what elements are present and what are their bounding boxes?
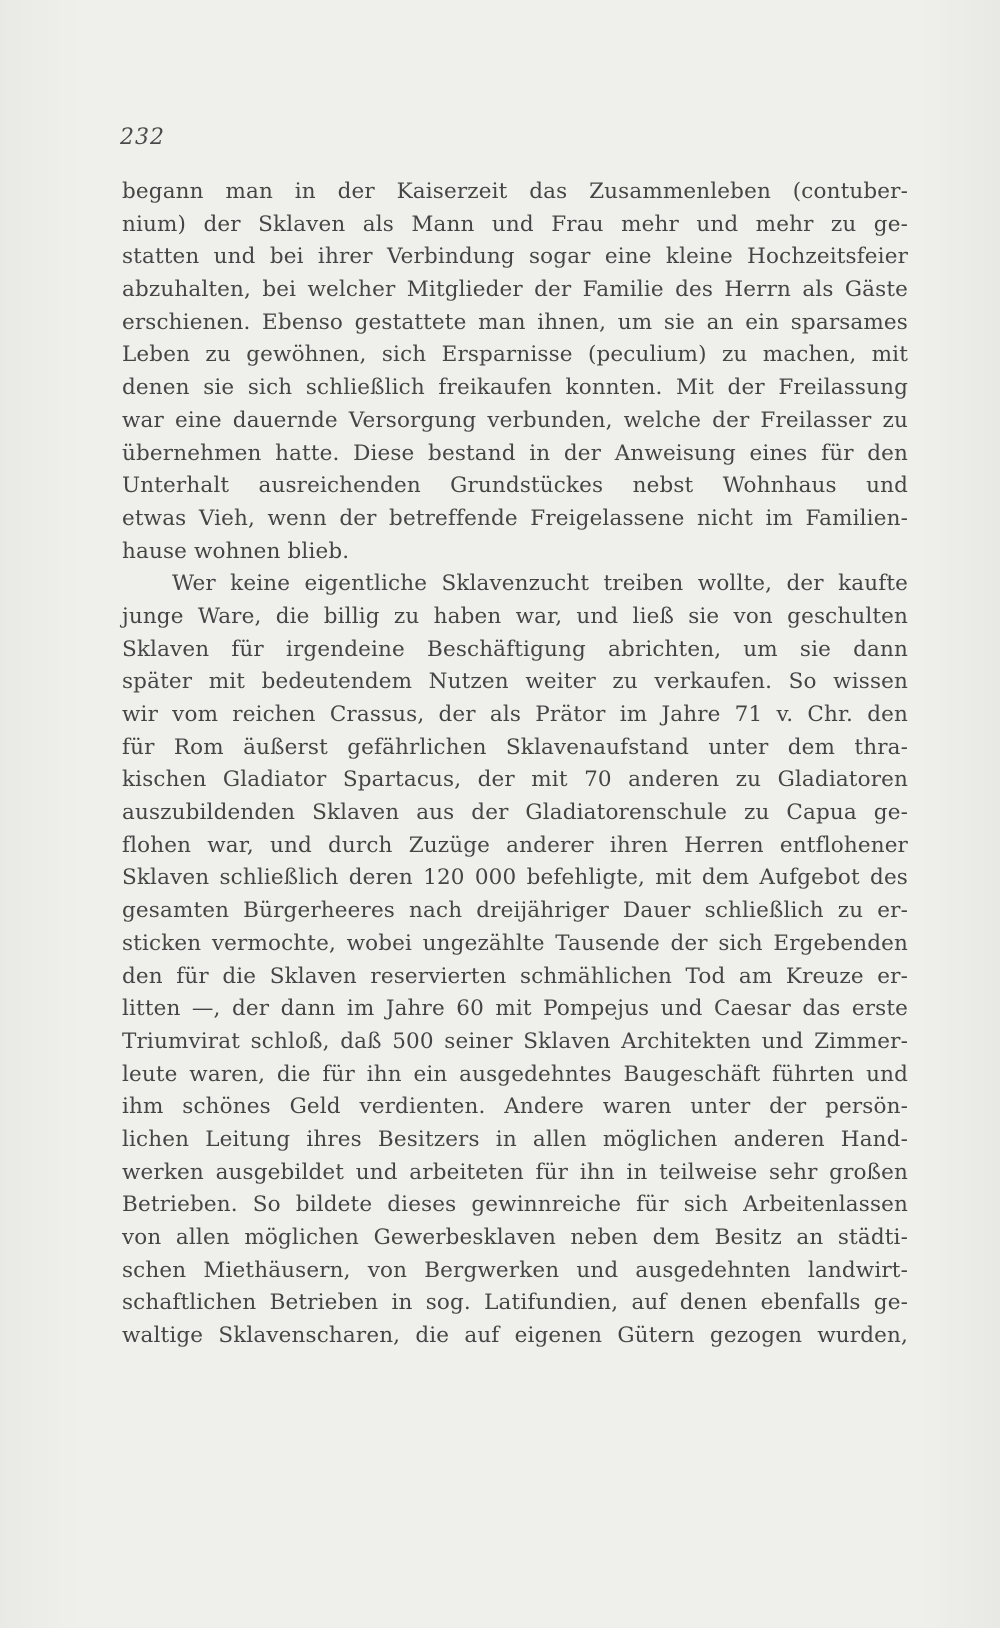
text-line: waltige Sklavenscharen, die auf eigenen Gütern gezogen wurden, [122, 1323, 908, 1349]
text-line: übernehmen hatte. Diese bestand in der Anweisung eines für den [122, 440, 908, 466]
text-line: ihm schönes Geld verdienten. Andere waren unter der persön- [122, 1094, 908, 1120]
text-line: litten —, der dann im Jahre 60 mit Pompejus und Caesar das erste [122, 996, 908, 1022]
text-line: abzuhalten, bei welcher Mitglieder der Familie des Herrn als Gäste [122, 277, 908, 303]
text-line: Wer keine eigentliche Sklavenzucht treiben wollte, der kaufte [172, 571, 908, 597]
text-line: für Rom äußerst gefährlichen Sklavenaufstand unter dem thra- [122, 734, 908, 760]
text-line: war eine dauernde Versorgung verbunden, welche der Freilasser zu [122, 407, 908, 433]
text-line: auszubildenden Sklaven aus der Gladiatorenschule zu Capua ge- [122, 800, 908, 826]
text-line: Betrieben. So bildete dieses gewinnreiche für sich Arbeitenlassen [122, 1192, 908, 1218]
text-line: kischen Gladiator Spartacus, der mit 70 anderen zu Gladiatoren [122, 767, 908, 793]
text-line: denen sie sich schließlich freikaufen konnten. Mit der Freilassung [122, 375, 908, 401]
text-line: begann man in der Kaiserzeit das Zusammenleben (contuber- [122, 179, 908, 204]
text-line: später mit bedeutendem Nutzen weiter zu verkaufen. So wissen [122, 669, 908, 695]
paragraph-1 [122, 176, 908, 568]
text-line: statten und bei ihrer Verbindung sogar eine kleine Hochzeitsfeier [122, 244, 908, 270]
page-number: 232 [120, 125, 165, 150]
text-line: flohen war, und durch Zuzüge anderer ihren Herren entflohener [122, 832, 908, 858]
paragraph-2 [122, 568, 908, 1353]
text-line: Sklaven schließlich deren 120 000 befehligte, mit dem Aufgebot des [122, 865, 908, 891]
text-line: etwas Vieh, wenn der betreffende Freigelassene nicht im Familien- [122, 505, 908, 531]
text-line: Triumvirat schloß, daß 500 seiner Sklaven Architekten und Zimmer- [122, 1028, 908, 1054]
text-line: gesamten Bürgerheeres nach dreijähriger Dauer schließlich zu er- [122, 898, 908, 924]
text-line: sticken vermochte, wobei ungezählte Tausende der sich Ergebenden [122, 930, 908, 956]
text-line: schaftlichen Betrieben in sog. Latifundien, auf denen ebenfalls ge- [122, 1290, 908, 1316]
text-line: werken ausgebildet und arbeiteten für ihn in teilweise sehr großen [122, 1159, 908, 1185]
text-line: Unterhalt ausreichenden Grundstückes nebst Wohnhaus und [122, 473, 908, 499]
text-line: junge Ware, die billig zu haben war, und ließ sie von geschulten [122, 603, 908, 629]
text-line: Leben zu gewöhnen, sich Ersparnisse (peculium) zu machen, mit [122, 342, 908, 368]
text-line: hause wohnen blieb. [122, 538, 350, 564]
text-line: den für die Sklaven reservierten schmählichen Tod am Kreuze er- [122, 963, 908, 989]
text-line: lichen Leitung ihres Besitzers in allen möglichen anderen Hand- [122, 1126, 908, 1152]
text-line: wir vom reichen Crassus, der als Prätor im Jahre 71 v. Chr. den [122, 702, 908, 727]
text-line: leute waren, die für ihn ein ausgedehntes Baugeschäft führten und [122, 1061, 908, 1087]
text-line: schen Miethäusern, von Bergwerken und ausgedehnten landwirt- [122, 1257, 908, 1283]
text-line: von allen möglichen Gewerbesklaven neben dem Besitz an städti- [122, 1225, 908, 1250]
text-line: erschienen. Ebenso gestattete man ihnen, um sie an ein sparsames [122, 309, 908, 335]
body-text [122, 176, 908, 1353]
text-line: Sklaven für irgendeine Beschäftigung abrichten, um sie dann [122, 636, 908, 662]
text-line: nium) der Sklaven als Mann und Frau mehr und mehr zu ge- [122, 211, 908, 237]
